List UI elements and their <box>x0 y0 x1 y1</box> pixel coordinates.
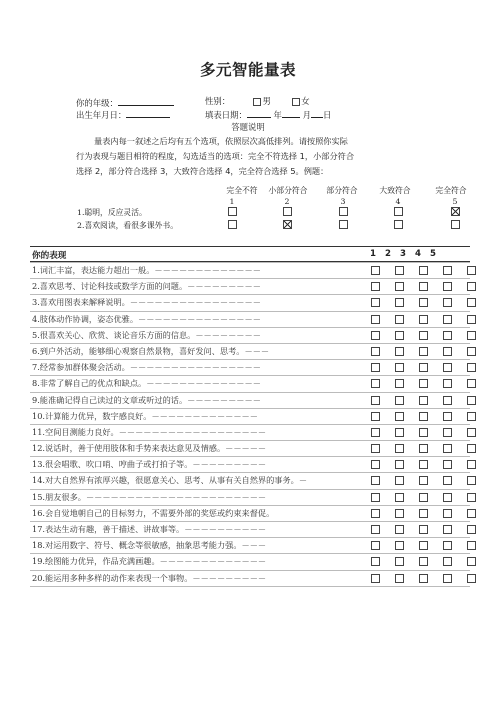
rating-checkbox-4[interactable] <box>443 282 452 291</box>
rating-checkbox-2[interactable] <box>395 444 404 453</box>
column-header: 3 <box>400 249 406 259</box>
rating-checkbox-3[interactable] <box>419 282 428 291</box>
rating-checkbox-5[interactable] <box>467 444 476 453</box>
rating-checkbox-2[interactable] <box>395 379 404 388</box>
rating-checkbox-4[interactable] <box>443 298 452 307</box>
rating-checkbox-5[interactable] <box>467 476 476 485</box>
example-checkbox[interactable] <box>339 220 348 229</box>
rating-checkbox-5[interactable] <box>467 363 476 372</box>
rating-checkbox-4[interactable] <box>443 363 452 372</box>
rating-checkbox-2[interactable] <box>395 493 404 502</box>
example-checkbox[interactable] <box>394 207 403 216</box>
year-input-line[interactable] <box>247 108 271 118</box>
example-option-4: 大致符合 <box>379 186 411 195</box>
rating-checkbox-2[interactable] <box>395 298 404 307</box>
table-row <box>30 570 470 587</box>
example-row-1-text: 1.聪明，反应灵活。 <box>77 208 147 217</box>
rating-checkbox-2[interactable] <box>395 509 404 518</box>
female-label: 女 <box>301 96 310 106</box>
example-row-2-text: 2.喜欢阅读，看很多课外书。 <box>77 221 179 230</box>
rating-checkbox-5[interactable] <box>467 412 476 421</box>
example-row-1-opt-4 <box>368 206 428 216</box>
birthday-input-line[interactable] <box>126 108 170 118</box>
birthday-field <box>76 108 170 121</box>
example-row-2-opt-3 <box>313 219 373 229</box>
item-text: 11.空间目测能力良好。－－－－－－－－－－－－－－－－－－ <box>32 426 267 437</box>
item-text: 20.能运用多种多样的动作来表现一个事物。－－－－－－－－－ <box>32 572 267 583</box>
rating-checkbox-4[interactable] <box>443 347 452 356</box>
table-row <box>30 375 470 391</box>
item-text: 4.肢体动作协调，姿态优雅。－－－－－－－－－－－－－－－ <box>32 313 261 324</box>
table-row <box>30 440 470 456</box>
item-text: 7.经常参加群体聚会活动。－－－－－－－－－－－－－－－－ <box>32 362 261 373</box>
rating-checkbox-3[interactable] <box>419 315 428 324</box>
rating-checkbox-5[interactable] <box>467 460 476 469</box>
table-row <box>30 537 470 553</box>
rating-checkbox-1[interactable] <box>371 363 380 372</box>
example-checkbox-checked[interactable] <box>451 207 460 216</box>
column-header: 1 <box>370 249 376 259</box>
example-checkbox-checked[interactable] <box>283 220 292 229</box>
rating-checkbox-1[interactable] <box>371 509 380 518</box>
rating-checkbox-2[interactable] <box>395 428 404 437</box>
rating-checkbox-4[interactable] <box>443 266 452 275</box>
example-checkbox[interactable] <box>283 207 292 216</box>
rating-checkbox-1[interactable] <box>371 525 380 534</box>
table-row <box>30 327 470 343</box>
item-text: 1.词汇丰富，表达能力超出一般。－－－－－－－－－－－－－ <box>32 265 261 275</box>
female-checkbox[interactable] <box>292 98 300 106</box>
rating-checkbox-1[interactable] <box>371 574 380 583</box>
rating-checkbox-5[interactable] <box>467 509 476 518</box>
rating-checkbox-4[interactable] <box>443 574 452 583</box>
rating-checkbox-5[interactable] <box>467 298 476 307</box>
column-header: 5 <box>430 249 436 259</box>
day-input-line[interactable] <box>311 108 323 118</box>
rating-checkbox-1[interactable] <box>371 379 380 388</box>
item-text: 10.计算能力优异，数字感良好。－－－－－－－－－－－－－ <box>32 410 258 421</box>
example-row-1-opt-3 <box>313 206 373 216</box>
table-row <box>30 343 470 359</box>
item-text: 3.喜欢用图表来解释说明。－－－－－－－－－－－－－－－－ <box>32 297 261 308</box>
example-checkbox[interactable] <box>228 220 237 229</box>
table-row <box>30 472 470 488</box>
rating-checkbox-3[interactable] <box>419 574 428 583</box>
instructions-line: 选择 2，部分符合选择 3，大致符合选择 4，完全符合选择 5。例题： <box>76 166 329 176</box>
rating-checkbox-5[interactable] <box>467 379 476 388</box>
example-checkbox[interactable] <box>339 207 348 216</box>
rating-checkbox-3[interactable] <box>419 476 428 485</box>
male-checkbox[interactable] <box>253 98 261 106</box>
month-label: 月 <box>302 110 311 120</box>
example-number-4: 4 <box>395 197 401 206</box>
example-option-5: 完全符合 <box>435 186 467 195</box>
example-row-1-opt-2 <box>257 206 317 216</box>
item-text: 2.喜欢思考、讨论科技或数学方面的问题。－－－－－－－－－ <box>32 281 261 292</box>
rating-checkbox-4[interactable] <box>443 412 452 421</box>
item-text: 15.朋友很多。－－－－－－－－－－－－－－－－－－－－－－ <box>32 491 267 502</box>
table-header <box>30 246 470 262</box>
example-option-1: 完全不符 <box>226 186 258 195</box>
rating-checkbox-2[interactable] <box>395 412 404 421</box>
rating-checkbox-3[interactable] <box>419 412 428 421</box>
grade-label: 你的年级： <box>76 98 118 108</box>
rating-checkbox-4[interactable] <box>443 379 452 388</box>
rating-checkbox-4[interactable] <box>443 331 452 340</box>
rating-checkbox-2[interactable] <box>395 347 404 356</box>
rating-checkbox-4[interactable] <box>443 315 452 324</box>
rating-checkbox-2[interactable] <box>395 574 404 583</box>
gender-label: 性别： <box>205 96 231 106</box>
example-row-2-opt-1 <box>202 219 262 229</box>
rating-checkbox-4[interactable] <box>443 525 452 534</box>
rating-checkbox-5[interactable] <box>467 396 476 405</box>
rating-checkbox-5[interactable] <box>467 525 476 534</box>
birthday-label: 出生年月日： <box>76 110 127 120</box>
page-title: 多元智能量表 <box>199 61 296 79</box>
rating-checkbox-1[interactable] <box>371 460 380 469</box>
example-row-2-opt-2 <box>257 219 317 229</box>
table-row <box>30 408 470 424</box>
rating-checkbox-3[interactable] <box>419 363 428 372</box>
item-text: 6.到户外活动，能够细心观察自然景物，喜好发问、思考。－－－ <box>32 345 270 356</box>
rating-checkbox-1[interactable] <box>371 444 380 453</box>
rating-checkbox-3[interactable] <box>419 541 428 550</box>
rating-checkbox-4[interactable] <box>443 460 452 469</box>
example-option-3: 部分符合 <box>326 186 358 195</box>
rating-checkbox-3[interactable] <box>419 428 428 437</box>
rating-checkbox-3[interactable] <box>419 379 428 388</box>
rating-checkbox-2[interactable] <box>395 315 404 324</box>
rating-checkbox-3[interactable] <box>419 493 428 502</box>
rating-checkbox-2[interactable] <box>395 557 404 566</box>
example-checkbox[interactable] <box>228 207 237 216</box>
rating-checkbox-2[interactable] <box>395 331 404 340</box>
item-text: 9.能准确记得自己读过的文章或听过的话。－－－－－－－－－ <box>32 394 261 405</box>
rating-checkbox-3[interactable] <box>419 331 428 340</box>
rating-checkbox-4[interactable] <box>443 557 452 566</box>
rating-checkbox-3[interactable] <box>419 509 428 518</box>
rating-checkbox-1[interactable] <box>371 493 380 502</box>
fill-date-label: 填表日期： <box>205 110 247 120</box>
instructions-title: 答题说明 <box>231 122 265 132</box>
instructions-line: 行为表现与题目相符的程度，勾选适当的选项：完全不符选择 1，小部分符合 <box>76 151 355 161</box>
item-text: 17.表达生动有趣，善于描述、讲故事等。－－－－－－－－－－ <box>32 524 267 534</box>
gender-field <box>205 96 310 107</box>
example-number-3: 3 <box>340 197 346 206</box>
item-text: 13.很会唱歌、吹口哨、哼曲子或打拍子等。－－－－－－－－－ <box>32 459 267 470</box>
table-row <box>30 262 470 278</box>
rating-checkbox-1[interactable] <box>371 541 380 550</box>
rating-checkbox-1[interactable] <box>371 315 380 324</box>
example-row-2-opt-5 <box>425 219 485 229</box>
rating-checkbox-4[interactable] <box>443 428 452 437</box>
rating-checkbox-4[interactable] <box>443 509 452 518</box>
month-input-line[interactable] <box>282 108 300 118</box>
table-header-label: 你的表现 <box>32 251 67 261</box>
rating-checkbox-2[interactable] <box>395 396 404 405</box>
item-text: 19.绘图能力优异，作品充满画趣。－－－－－－－－－－－－－ <box>32 556 267 567</box>
grade-input-line[interactable] <box>118 96 174 106</box>
rating-checkbox-2[interactable] <box>395 525 404 534</box>
rating-checkbox-2[interactable] <box>395 363 404 372</box>
rating-checkbox-5[interactable] <box>467 266 476 275</box>
rating-checkbox-4[interactable] <box>443 493 452 502</box>
rating-checkbox-3[interactable] <box>419 557 428 566</box>
rating-checkbox-5[interactable] <box>467 428 476 437</box>
rating-checkbox-3[interactable] <box>419 396 428 405</box>
rating-checkbox-1[interactable] <box>371 428 380 437</box>
rating-checkbox-3[interactable] <box>419 266 428 275</box>
rating-checkbox-1[interactable] <box>371 298 380 307</box>
rating-checkbox-5[interactable] <box>467 282 476 291</box>
rating-checkbox-1[interactable] <box>371 282 380 291</box>
rating-checkbox-2[interactable] <box>395 541 404 550</box>
rating-checkbox-1[interactable] <box>371 476 380 485</box>
survey-table <box>30 246 470 587</box>
table-body <box>30 262 470 587</box>
table-row <box>30 424 470 440</box>
rating-checkbox-3[interactable] <box>419 298 428 307</box>
item-text: 16.会自觉地朝自己的目标努力，不需要外部的奖惩或约束来督促。 <box>32 507 275 518</box>
rating-checkbox-3[interactable] <box>419 347 428 356</box>
rating-checkbox-4[interactable] <box>443 444 452 453</box>
table-row <box>30 521 470 537</box>
item-text: 5.很喜欢关心、欣赏、谈论音乐方面的信息。－－－－－－－－ <box>32 329 261 340</box>
instructions-text <box>76 134 422 179</box>
rating-checkbox-5[interactable] <box>467 493 476 502</box>
example-checkbox[interactable] <box>394 220 403 229</box>
rating-checkbox-1[interactable] <box>371 266 380 275</box>
table-row <box>30 359 470 375</box>
item-text: 18.对运用数字、符号、概念等很敏感，抽象思考能力强。－－－ <box>32 540 267 551</box>
item-text: 14.对大自然界有浓厚兴趣，很愿意关心、思考、从事有关自然界的事务。－ <box>32 475 308 486</box>
rating-checkbox-1[interactable] <box>371 412 380 421</box>
rating-checkbox-2[interactable] <box>395 476 404 485</box>
rating-checkbox-2[interactable] <box>395 282 404 291</box>
table-row <box>30 489 470 505</box>
table-row <box>30 311 470 327</box>
rating-checkbox-5[interactable] <box>467 331 476 340</box>
table-row <box>30 392 470 408</box>
rating-checkbox-4[interactable] <box>443 396 452 405</box>
rating-checkbox-1[interactable] <box>371 331 380 340</box>
rating-checkbox-1[interactable] <box>371 347 380 356</box>
rating-checkbox-3[interactable] <box>419 525 428 534</box>
example-number-2: 2 <box>284 197 290 206</box>
example-row-1-opt-1 <box>202 206 262 216</box>
table-row <box>30 294 470 310</box>
item-text: 12.说话时，善于使用肢体和手势来表达意见及情感。－－－－－ <box>32 443 267 454</box>
example-row-1-opt-5 <box>425 206 485 216</box>
example-checkbox[interactable] <box>451 220 460 229</box>
rating-checkbox-5[interactable] <box>467 315 476 324</box>
year-label: 年 <box>273 110 282 120</box>
table-row <box>30 553 470 569</box>
rating-checkbox-3[interactable] <box>419 460 428 469</box>
item-text: 8.非常了解自己的优点和缺点。－－－－－－－－－－－－－－ <box>32 378 261 389</box>
rating-checkbox-5[interactable] <box>467 347 476 356</box>
example-row-2-opt-4 <box>368 219 428 229</box>
example-number-5: 5 <box>452 197 458 206</box>
column-header: 2 <box>385 249 391 259</box>
column-header: 4 <box>415 249 421 259</box>
rating-checkbox-5[interactable] <box>467 574 476 583</box>
table-row <box>30 456 470 472</box>
table-row <box>30 278 470 294</box>
rating-checkbox-5[interactable] <box>467 557 476 566</box>
rating-checkbox-4[interactable] <box>443 541 452 550</box>
instructions-line: 量表内每一叙述之后均有五个选项，依照层次高低排列。请按照你实际 <box>94 136 348 146</box>
rating-checkbox-2[interactable] <box>395 460 404 469</box>
male-label: 男 <box>262 96 271 106</box>
example-option-2: 小部分符合 <box>268 186 308 195</box>
rating-checkbox-3[interactable] <box>419 444 428 453</box>
rating-checkbox-5[interactable] <box>467 541 476 550</box>
example-number-1: 1 <box>229 197 235 206</box>
rating-checkbox-4[interactable] <box>443 476 452 485</box>
rating-checkbox-2[interactable] <box>395 266 404 275</box>
day-label: 日 <box>322 110 332 120</box>
fill-date-field <box>205 108 331 121</box>
rating-checkbox-1[interactable] <box>371 396 380 405</box>
table-row <box>30 505 470 521</box>
rating-checkbox-1[interactable] <box>371 557 380 566</box>
